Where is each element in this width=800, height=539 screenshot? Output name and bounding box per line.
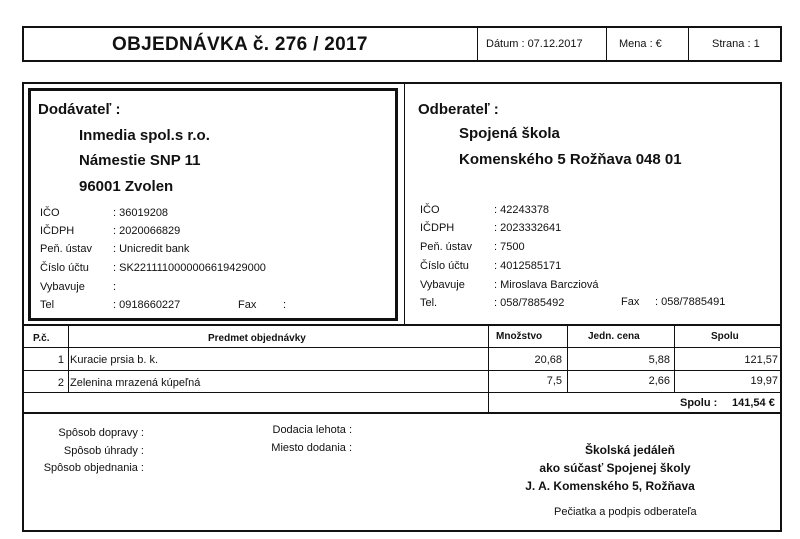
- row2-total: 19,97: [750, 375, 778, 387]
- order-page: Strana : 1: [712, 38, 760, 50]
- supplier-fax-value: :: [283, 299, 287, 311]
- table-row2-bottom-line: [22, 392, 782, 393]
- supplier-tel-value: : 0918660227: [113, 299, 181, 311]
- customer-account-value: : 4012585171: [494, 260, 562, 272]
- customer-ico-value: : 42243378: [494, 204, 550, 216]
- row2-quantity: 7,5: [546, 375, 562, 387]
- supplier-ico-label: IČO: [40, 207, 60, 219]
- customer-icdph-label: IČDPH: [420, 222, 455, 234]
- stamp-line-2: ako súčasť Spojenej školy: [539, 461, 691, 475]
- supplier-city: 96001 Zvolen: [79, 178, 174, 195]
- header-divider-1: [477, 28, 478, 60]
- supplier-account-label: Číslo účtu: [40, 262, 89, 274]
- col-header-quantity: Množstvo: [496, 331, 543, 342]
- table-col-divider-4: [674, 326, 675, 392]
- supplier-bank-label: Peň. ústav: [40, 243, 92, 255]
- order-currency: Mena : €: [619, 38, 662, 50]
- table-header-bottom-line: [22, 347, 782, 348]
- col-header-subject: Predmet objednávky: [208, 333, 306, 344]
- customer-ico-label: IČO: [420, 204, 440, 216]
- transport-label: Spôsob dopravy :: [58, 427, 144, 439]
- sum-value: 141,54 €: [732, 397, 775, 409]
- customer-bank-label: Peň. ústav: [420, 241, 472, 253]
- payment-label: Spôsob úhrady :: [63, 445, 144, 457]
- row1-subject: Kuracie prsia b. k.: [70, 354, 159, 366]
- customer-icdph-value: : 2023332641: [494, 222, 562, 234]
- row1-quantity: 20,68: [534, 354, 562, 366]
- sum-label: Spolu :: [680, 397, 718, 409]
- supplier-contact-value: :: [113, 281, 117, 293]
- order-date: Dátum : 07.12.2017: [486, 38, 583, 50]
- customer-tel-label: Tel.: [420, 297, 438, 309]
- supplier-icdph-value: : 2020066829: [113, 225, 181, 237]
- supplier-heading: Dodávateľ :: [38, 101, 121, 118]
- row2-index: 2: [57, 377, 64, 389]
- customer-name: Spojená škola: [459, 125, 560, 142]
- signature-label: Pečiatka a podpis odberateľa: [554, 506, 697, 518]
- supplier-fax-label: Fax: [238, 299, 257, 311]
- supplier-account-value: : SK2211110000006619429000: [113, 262, 266, 274]
- row2-subject: Zelenina mrazená kúpeľná: [70, 377, 201, 389]
- supplier-bank-value: : Unicredit bank: [113, 243, 190, 255]
- supplier-name: Inmedia spol.s r.o.: [79, 127, 210, 144]
- row2-unit-price: 2,66: [648, 375, 670, 387]
- header-divider-2: [606, 28, 607, 60]
- table-col-divider-1: [68, 326, 69, 392]
- supplier-icdph-label: IČDPH: [40, 225, 75, 237]
- order-title: OBJEDNÁVKA č. 276 / 2017: [112, 34, 368, 55]
- customer-address: Komenského 5 Rožňava 048 01: [459, 151, 682, 168]
- stamp-line-3: J. A. Komenského 5, Rožňava: [525, 479, 695, 493]
- row1-unit-price: 5,88: [648, 354, 670, 366]
- header-divider-3: [688, 28, 689, 60]
- delivery-place-label: Miesto dodania :: [271, 442, 352, 454]
- col-header-unit-price: Jedn. cena: [588, 331, 640, 342]
- row1-total: 121,57: [744, 354, 778, 366]
- supplier-contact-label: Vybavuje: [40, 281, 85, 293]
- table-row1-bottom-line: [22, 370, 782, 371]
- col-header-index: P.č.: [33, 333, 50, 344]
- customer-fax-value: : 058/7885491: [655, 296, 726, 308]
- table-top-line: [22, 324, 782, 326]
- customer-heading: Odberateľ :: [418, 101, 499, 118]
- table-sum-bottom-line: [22, 412, 782, 414]
- delivery-time-label: Dodacia lehota :: [272, 424, 352, 436]
- customer-bank-value: : 7500: [494, 241, 525, 253]
- customer-contact-value: : Miroslava Barcziová: [494, 279, 599, 291]
- customer-account-label: Číslo účtu: [420, 260, 469, 272]
- customer-contact-label: Vybavuje: [420, 279, 465, 291]
- supplier-street: Námestie SNP 11: [79, 152, 201, 169]
- customer-fax-label: Fax: [621, 296, 640, 308]
- order-method-label: Spôsob objednania :: [43, 462, 144, 474]
- stamp-line-1: Školská jedáleň: [584, 443, 676, 457]
- supplier-tel-label: Tel: [40, 299, 55, 311]
- table-col-divider-2: [488, 326, 489, 414]
- table-col-divider-3: [567, 326, 568, 392]
- col-header-total: Spolu: [711, 331, 739, 342]
- customer-tel-value: : 058/7885492: [494, 297, 565, 309]
- supplier-ico-value: : 36019208: [113, 207, 169, 219]
- customer-divider: [404, 84, 405, 324]
- row1-index: 1: [57, 354, 64, 366]
